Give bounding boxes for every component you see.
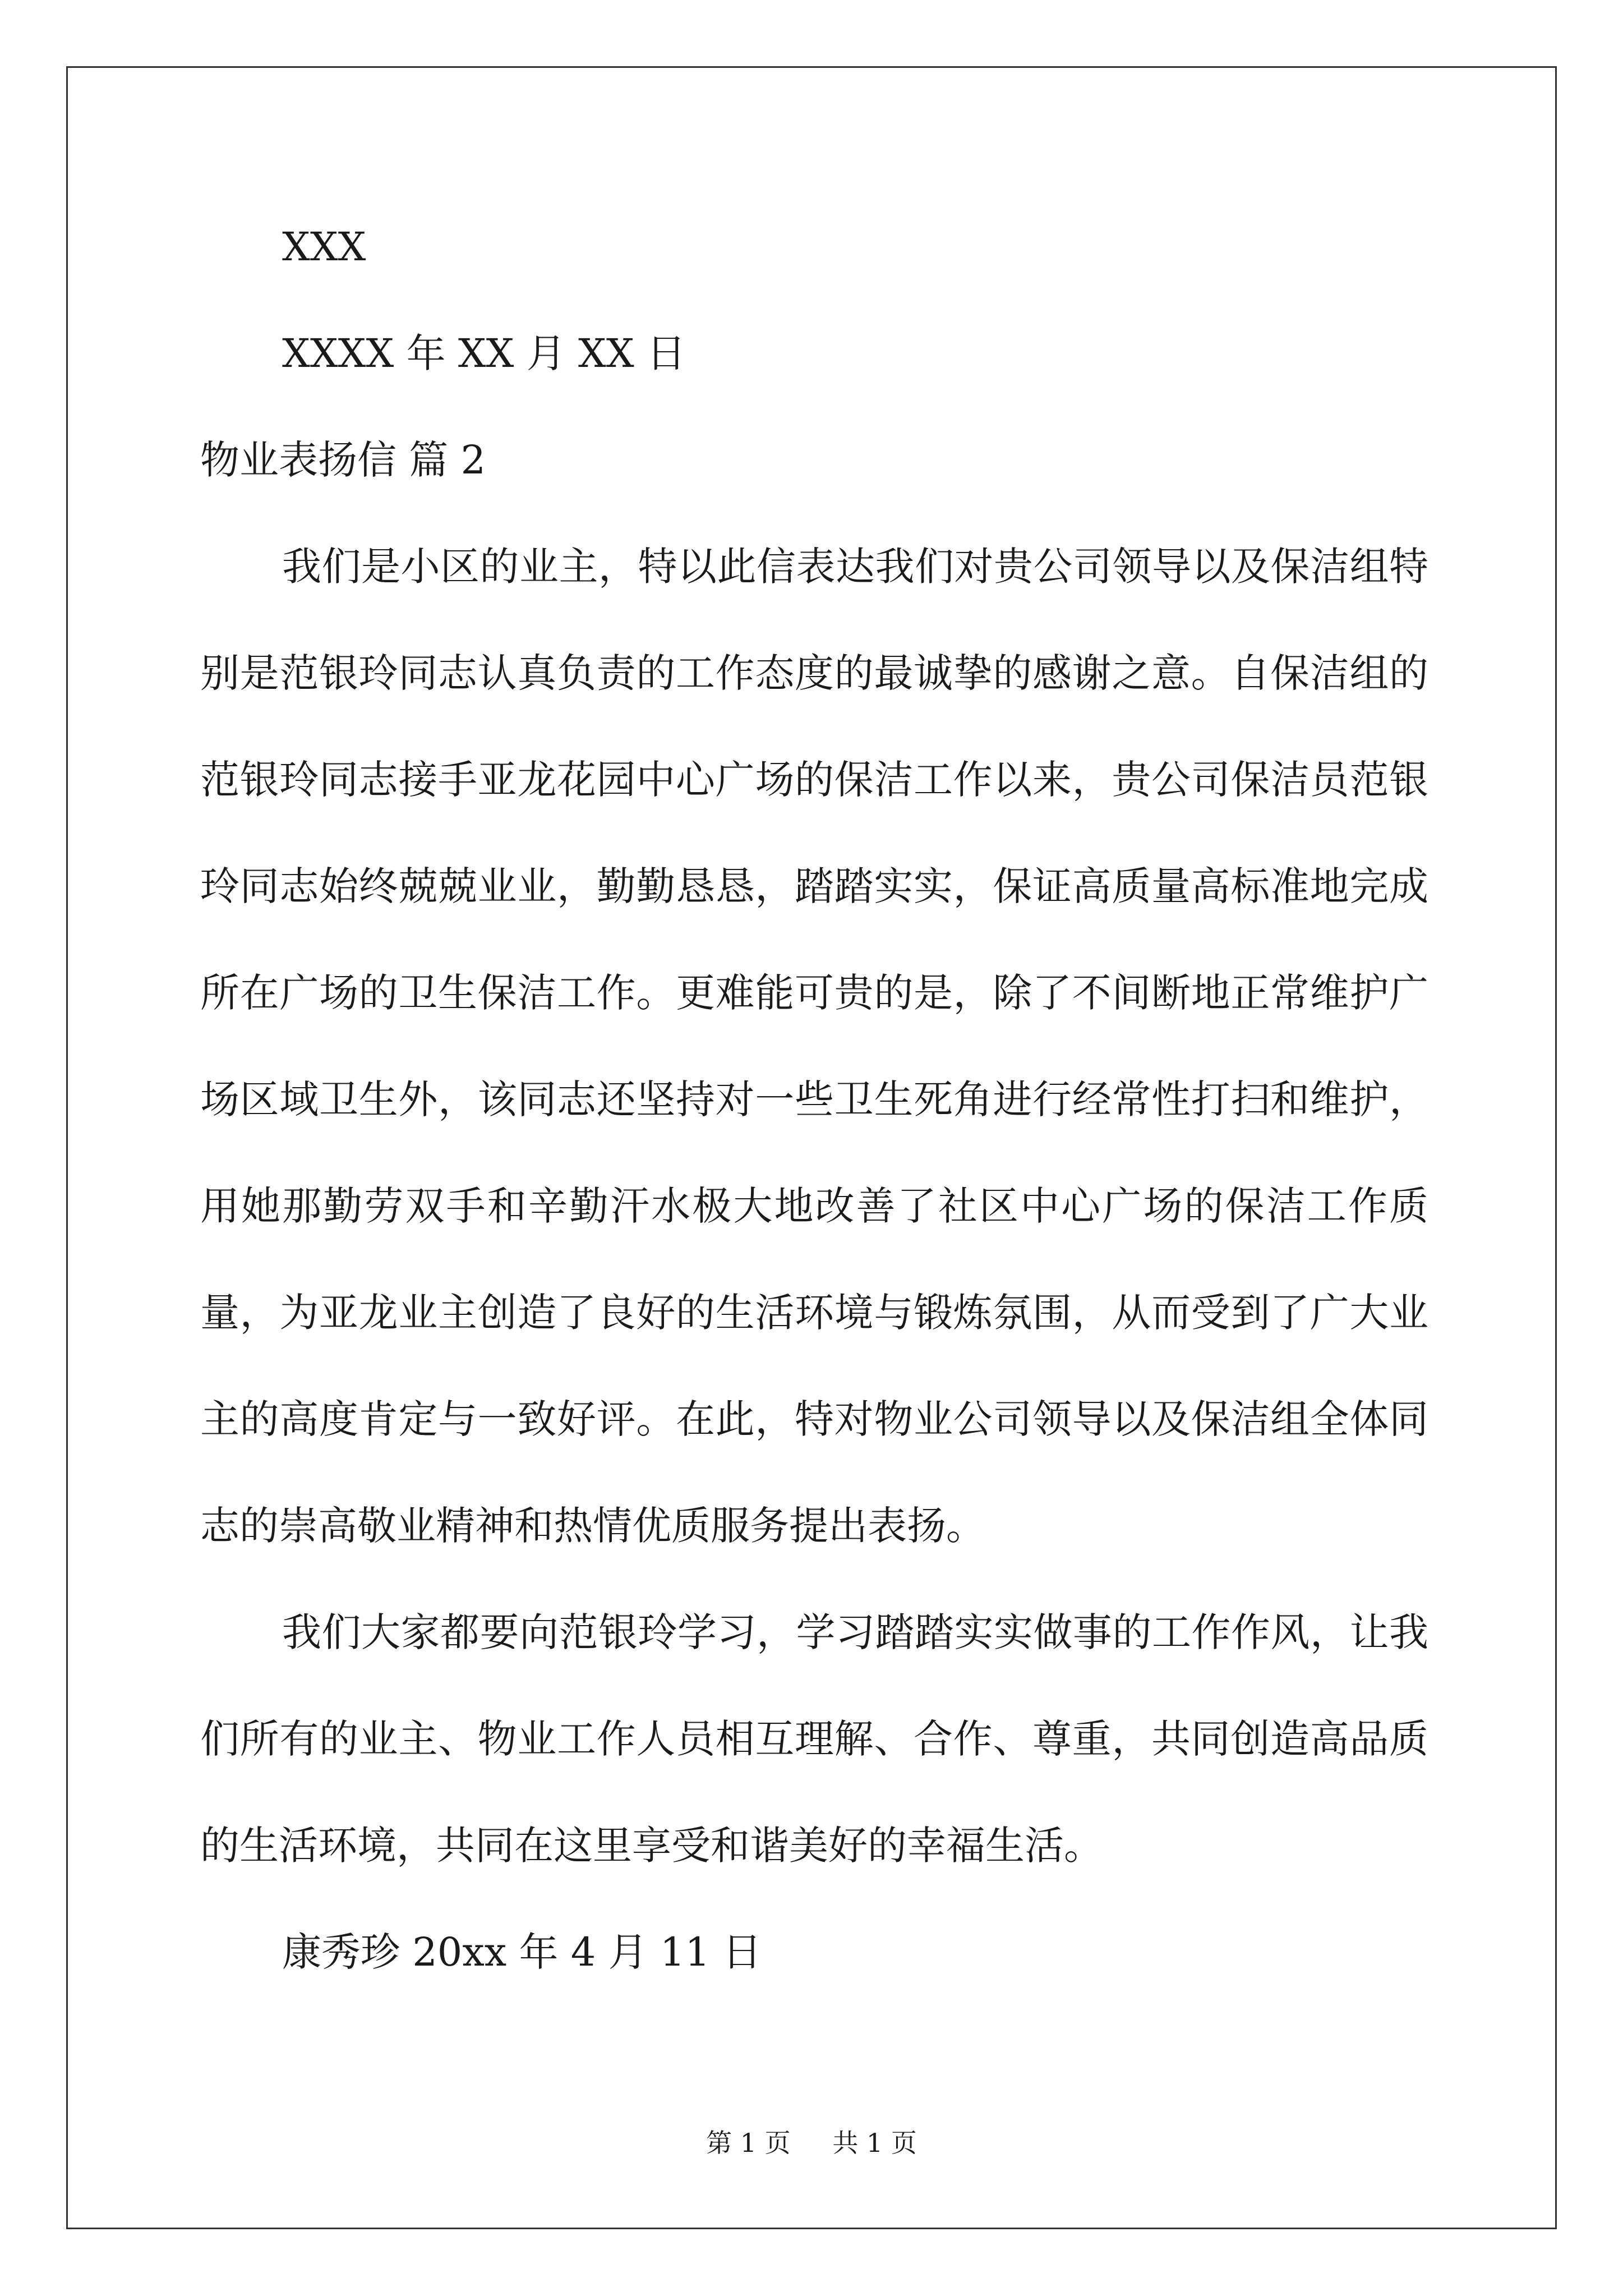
letter-signature: 康秀珍 20xx 年 4 月 11 日	[282, 1929, 762, 1975]
page-footer	[0, 2126, 1623, 2160]
previous-letter-date: XXXX 年 XX 月 XX 日	[282, 330, 686, 376]
section-title: 物业表扬信 篇 2	[200, 437, 486, 483]
document-body	[200, 194, 1428, 2005]
page-total: 共 1 页	[832, 2128, 917, 2158]
body-paragraph-1: 我们是小区的业主，特以此信表达我们对贵公司领导以及保洁组特别是范银玲同志认真负责的工作态度的最诚挚的感谢之意。自保洁组的范银玲同志接手亚龙花园中心广场的保洁工作以来，贵公司保洁员范银玲同志始终兢兢业业，勤勤恳恳，踏踏实实，保证高质量高标准地完成所在广场的卫生保洁工作。更难能可贵的是，除了不间断地正常维护广场区域卫生外，该同志还坚持对一些卫生死角进行经常性打扫和维护，用她那勤劳双手和辛勤汗水极大地改善了社区中心广场的保洁工作质量，为亚龙业主创造了良好的生活环境与锻炼氛围，从而受到了广大业主的高度肯定与一致好评。在此，特对物业公司领导以及保洁组全体同志的崇高敬业精神和热情优质服务提出表扬。	[200, 544, 1428, 1549]
body-paragraph-2: 我们大家都要向范银玲学习，学习踏踏实实做事的工作作风，让我们所有的业主、物业工作人员相互理解、合作、尊重，共同创造高品质的生活环境，共同在这里享受和谐美好的幸福生活。	[200, 1609, 1428, 1869]
page-number: 第 1 页	[706, 2128, 791, 2158]
previous-letter-signer: XXX	[282, 224, 366, 270]
